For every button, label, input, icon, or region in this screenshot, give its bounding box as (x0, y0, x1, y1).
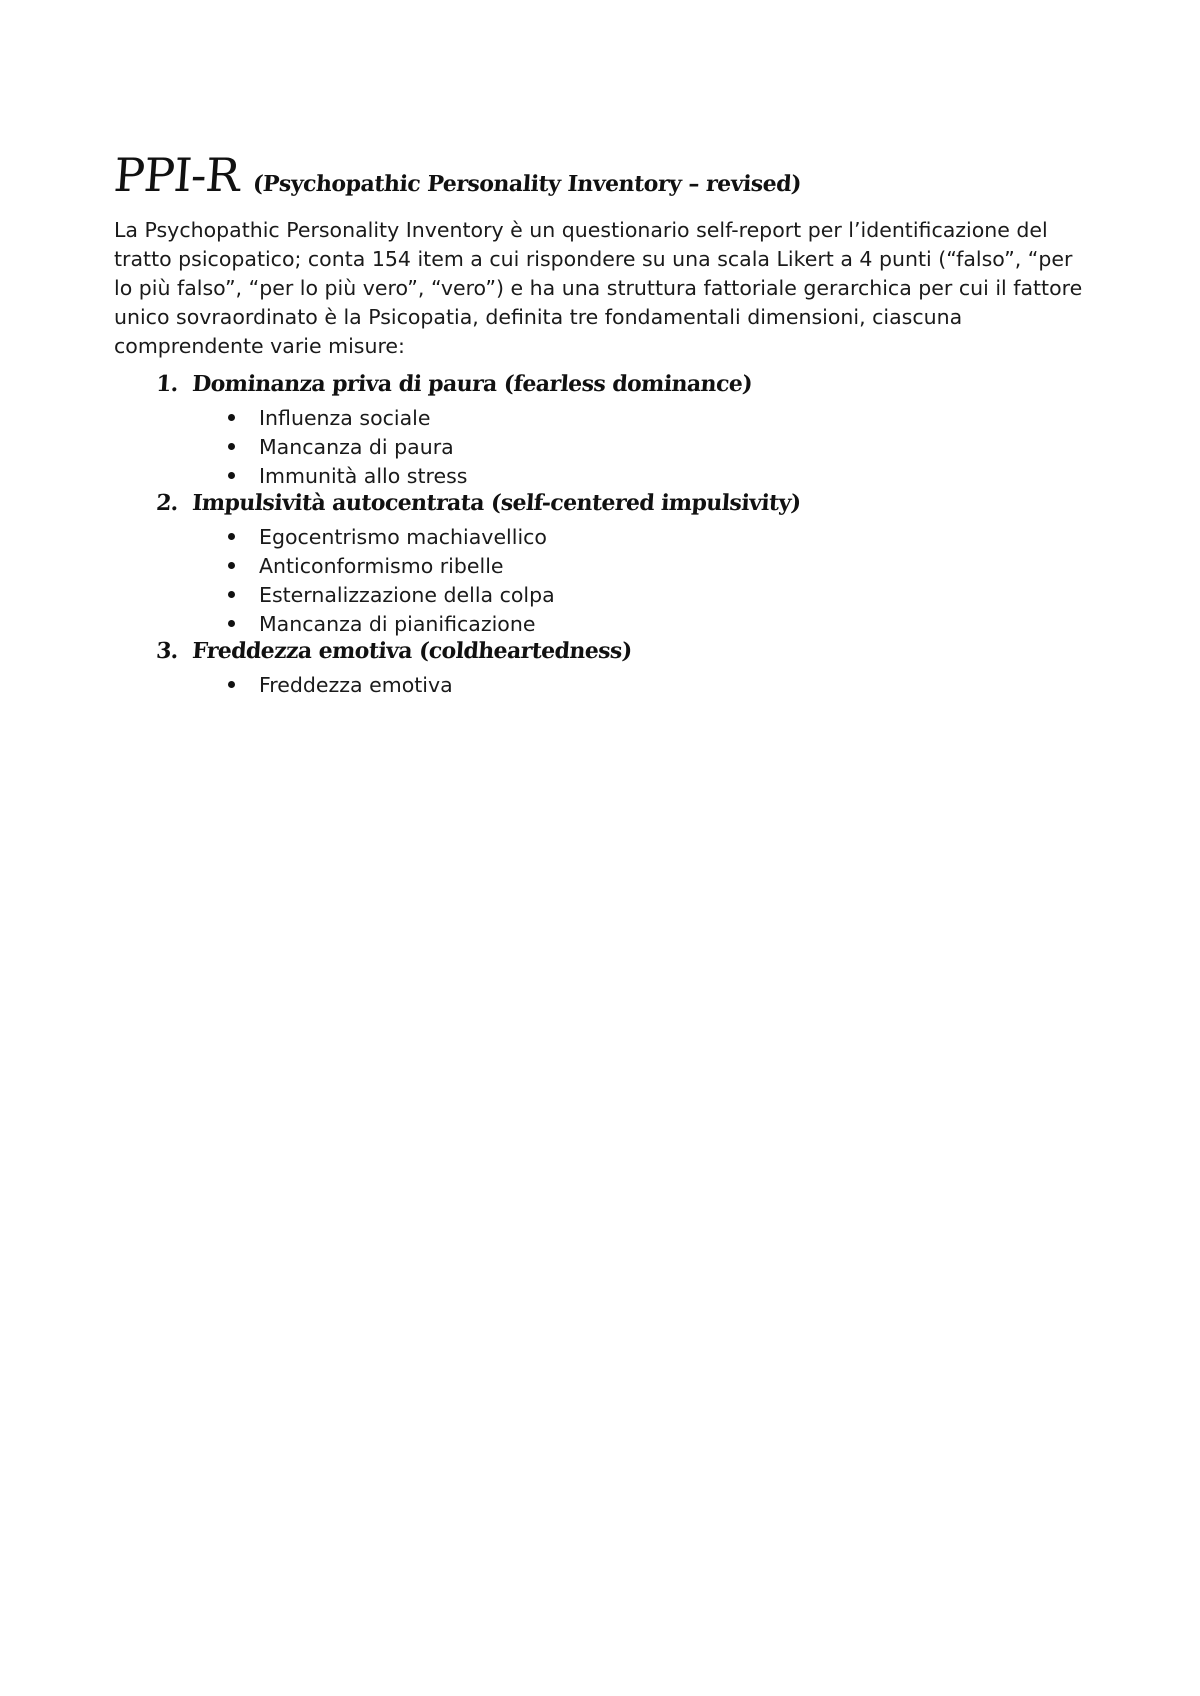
measure-item (228, 609, 1094, 638)
measure-item (228, 580, 1094, 609)
measure-label: Freddezza emotiva (259, 672, 453, 697)
measures-list (156, 522, 1094, 638)
measure-label: Egocentrismo machiavellico (259, 524, 547, 549)
bullet-icon (228, 443, 235, 450)
measure-item (228, 551, 1094, 580)
dimension-number: 1. (155, 371, 179, 397)
measure-label: Anticonformismo ribelle (259, 553, 504, 578)
measure-item (228, 522, 1094, 551)
measure-label: Influenza sociale (259, 405, 431, 430)
measure-item (228, 461, 1094, 490)
dimension-title: Impulsività autocentrata (self-centered impulsivity) (191, 490, 802, 516)
measure-label: Immunità allo stress (259, 463, 468, 488)
measure-label: Esternalizzazione della colpa (259, 582, 555, 607)
dimension-number: 3. (155, 638, 179, 664)
bullet-icon (228, 681, 235, 688)
dimension-heading (155, 490, 1095, 522)
document-title: PPI-R (112, 148, 242, 202)
dimensions-list (114, 371, 1094, 699)
measure-label: Mancanza di pianificazione (259, 611, 536, 636)
dimension-title: Freddezza emotiva (coldheartedness) (191, 638, 633, 664)
bullet-icon (228, 414, 235, 421)
bullet-icon (228, 562, 235, 569)
bullet-icon (228, 472, 235, 479)
dimension-heading (155, 371, 1095, 403)
measure-item (228, 403, 1094, 432)
document-header (114, 148, 1094, 202)
document-subtitle: (Psychopathic Personality Inventory – revised) (252, 171, 803, 197)
dimension-heading (155, 638, 1095, 670)
measure-item (228, 670, 1094, 699)
measures-list (156, 403, 1094, 490)
dimension-item (156, 490, 1094, 638)
dimension-item (156, 371, 1094, 490)
bullet-icon (228, 620, 235, 627)
measure-label: Mancanza di paura (259, 434, 454, 459)
measure-item (228, 432, 1094, 461)
dimension-item (156, 638, 1094, 699)
bullet-icon (228, 533, 235, 540)
intro-paragraph: La Psychopathic Personality Inventory è un questionario self-report per l’identificazione del tratto psicopatico; conta 154 item a cui rispondere su una scala Likert a 4 punti (“falso”, “per lo più falso”, “per lo più vero”, “vero”) e ha una struttura fattoriale gerarchica per cui il fattore unico sovraordinato è la Psicopatia, definita tre fondamentali dimensioni, ciascuna comprendente varie misure: (114, 218, 1083, 358)
dimension-title: Dominanza priva di paura (fearless dominance) (191, 371, 753, 397)
bullet-icon (228, 591, 235, 598)
dimension-number: 2. (155, 490, 179, 516)
measures-list (156, 670, 1094, 699)
document-page (114, 148, 1094, 699)
